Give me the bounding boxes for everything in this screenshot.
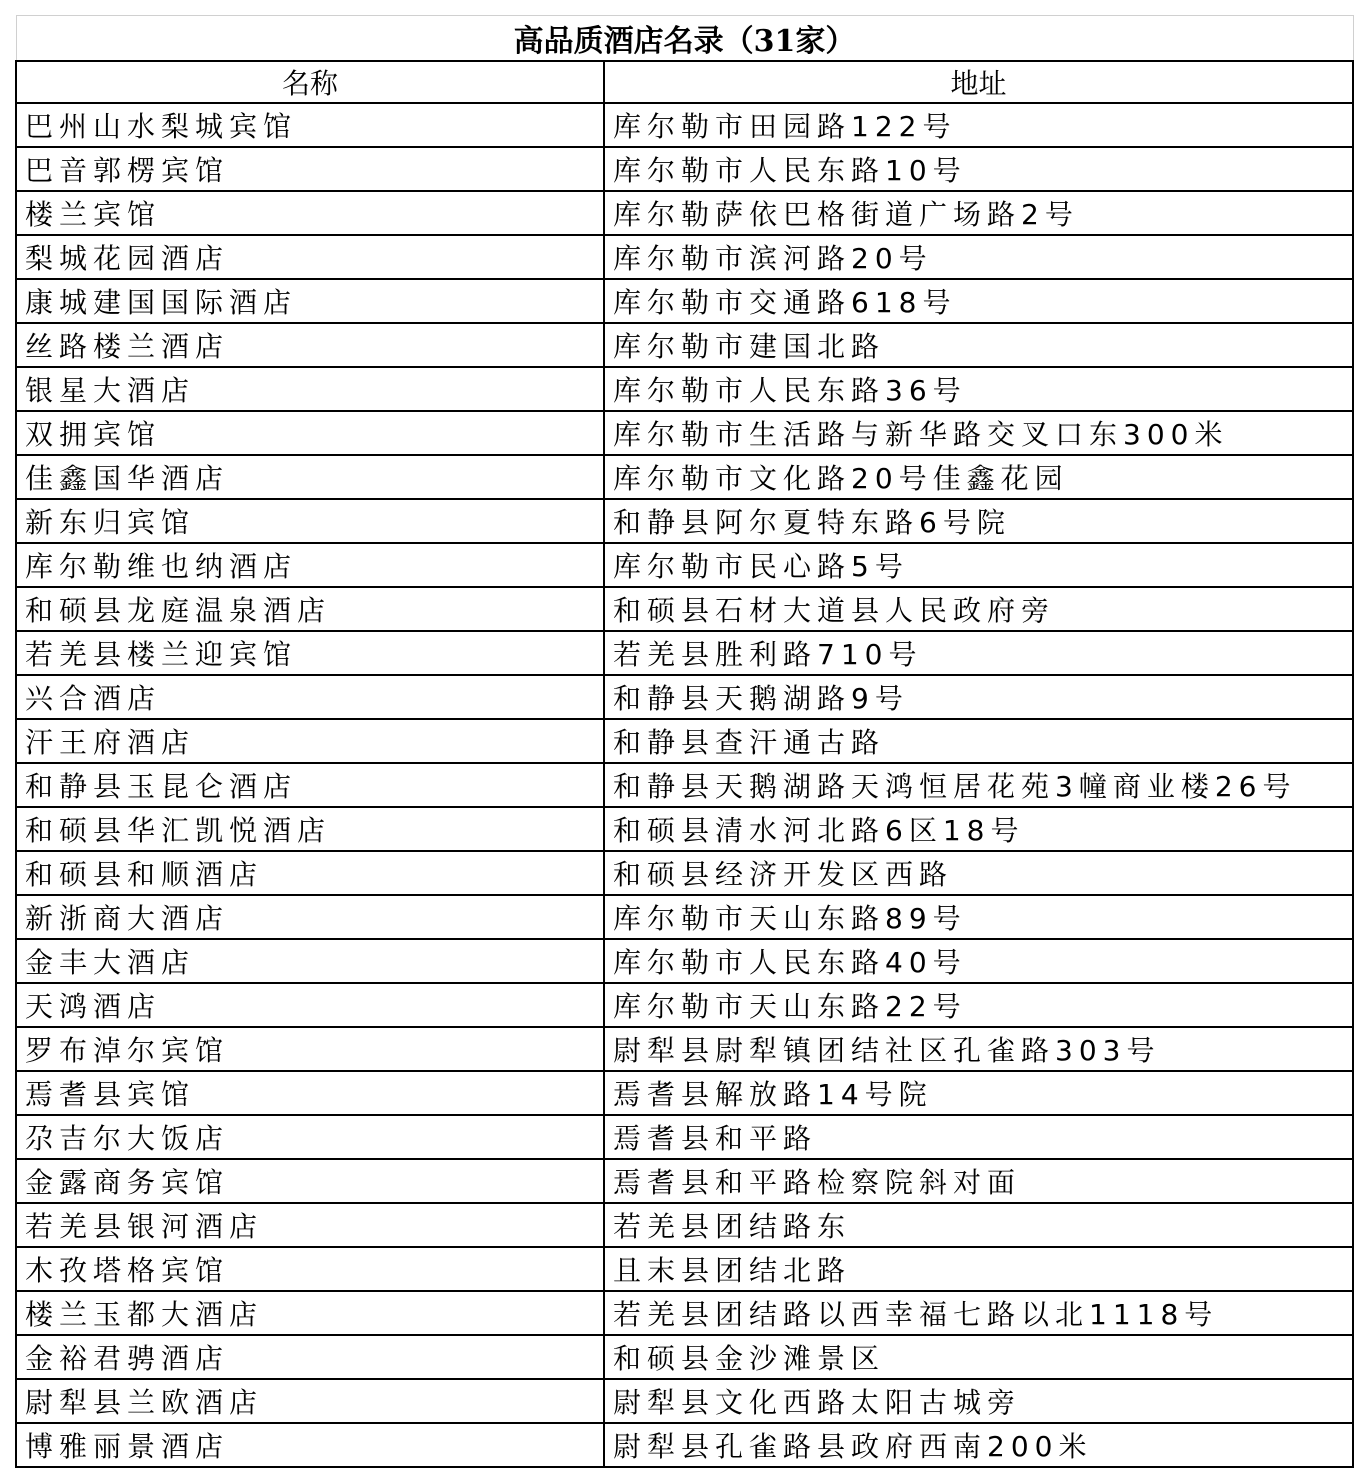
table-row [16, 895, 1353, 939]
hotel-address-cell[interactable]: 尉犁县文化西路太阳古城旁 [604, 1379, 1353, 1423]
table-row [16, 323, 1353, 367]
hotel-name-cell[interactable]: 兴合酒店 [16, 675, 604, 719]
table-row [16, 851, 1353, 895]
table-row [16, 103, 1353, 147]
hotel-name-cell[interactable]: 和硕县和顺酒店 [16, 851, 604, 895]
hotel-address-cell[interactable]: 库尔勒市田园路122号 [604, 103, 1353, 147]
hotel-address-cell[interactable]: 焉耆县和平路 [604, 1115, 1353, 1159]
hotel-name-cell[interactable]: 尕吉尔大饭店 [16, 1115, 604, 1159]
hotel-name-cell[interactable]: 博雅丽景酒店 [16, 1423, 604, 1467]
table-row [16, 543, 1353, 587]
hotel-address-cell[interactable]: 若羌县团结路以西幸福七路以北1118号 [604, 1291, 1353, 1335]
table-row [16, 1159, 1353, 1203]
table-row [16, 455, 1353, 499]
hotel-address-cell[interactable]: 和硕县金沙滩景区 [604, 1335, 1353, 1379]
hotel-name-cell[interactable]: 罗布淖尔宾馆 [16, 1027, 604, 1071]
hotel-address-cell[interactable]: 焉耆县和平路检察院斜对面 [604, 1159, 1353, 1203]
hotel-name-cell[interactable]: 金裕君骋酒店 [16, 1335, 604, 1379]
hotel-address-cell[interactable]: 和静县天鹅湖路天鸿恒居花苑3幢商业楼26号 [604, 763, 1353, 807]
hotel-table [15, 15, 1354, 1468]
table-row [16, 939, 1353, 983]
table-body [16, 103, 1353, 1467]
table-row [16, 1027, 1353, 1071]
hotel-address-cell[interactable]: 和静县天鹅湖路9号 [604, 675, 1353, 719]
table-title[interactable]: 高品质酒店名录（31家） [16, 16, 1353, 62]
hotel-name-cell[interactable]: 焉耆县宾馆 [16, 1071, 604, 1115]
table-row [16, 279, 1353, 323]
table-row [16, 587, 1353, 631]
hotel-name-cell[interactable]: 和硕县龙庭温泉酒店 [16, 587, 604, 631]
hotel-address-cell[interactable]: 和静县查汗通古路 [604, 719, 1353, 763]
hotel-name-cell[interactable]: 天鸿酒店 [16, 983, 604, 1027]
hotel-address-cell[interactable]: 且末县团结北路 [604, 1247, 1353, 1291]
table-row [16, 675, 1353, 719]
hotel-address-cell[interactable]: 库尔勒市建国北路 [604, 323, 1353, 367]
table-row [16, 719, 1353, 763]
hotel-address-cell[interactable]: 库尔勒市人民东路10号 [604, 147, 1353, 191]
column-header-name[interactable]: 名称 [16, 61, 604, 103]
hotel-address-cell[interactable]: 焉耆县解放路14号院 [604, 1071, 1353, 1115]
hotel-address-cell[interactable]: 库尔勒市人民东路36号 [604, 367, 1353, 411]
hotel-name-cell[interactable]: 库尔勒维也纳酒店 [16, 543, 604, 587]
hotel-name-cell[interactable]: 汗王府酒店 [16, 719, 604, 763]
table-row [16, 1423, 1353, 1467]
hotel-name-cell[interactable]: 木孜塔格宾馆 [16, 1247, 604, 1291]
table-row [16, 147, 1353, 191]
table-row [16, 411, 1353, 455]
table-row [16, 983, 1353, 1027]
hotel-address-cell[interactable]: 和静县阿尔夏特东路6号院 [604, 499, 1353, 543]
spreadsheet-sheet [15, 15, 1352, 1468]
hotel-address-cell[interactable]: 库尔勒市生活路与新华路交叉口东300米 [604, 411, 1353, 455]
title-row [16, 16, 1353, 62]
hotel-name-cell[interactable]: 若羌县楼兰迎宾馆 [16, 631, 604, 675]
hotel-name-cell[interactable]: 丝路楼兰酒店 [16, 323, 604, 367]
header-row [16, 61, 1353, 103]
hotel-name-cell[interactable]: 金露商务宾馆 [16, 1159, 604, 1203]
hotel-address-cell[interactable]: 和硕县石材大道县人民政府旁 [604, 587, 1353, 631]
hotel-address-cell[interactable]: 尉犁县孔雀路县政府西南200米 [604, 1423, 1353, 1467]
hotel-address-cell[interactable]: 库尔勒市文化路20号佳鑫花园 [604, 455, 1353, 499]
table-row [16, 1071, 1353, 1115]
hotel-address-cell[interactable]: 若羌县团结路东 [604, 1203, 1353, 1247]
hotel-address-cell[interactable]: 库尔勒市交通路618号 [604, 279, 1353, 323]
hotel-address-cell[interactable]: 库尔勒市滨河路20号 [604, 235, 1353, 279]
table-row [16, 1203, 1353, 1247]
hotel-address-cell[interactable]: 库尔勒市天山东路22号 [604, 983, 1353, 1027]
hotel-name-cell[interactable]: 新东归宾馆 [16, 499, 604, 543]
table-row [16, 191, 1353, 235]
hotel-name-cell[interactable]: 金丰大酒店 [16, 939, 604, 983]
table-row [16, 1115, 1353, 1159]
table-row [16, 763, 1353, 807]
hotel-address-cell[interactable]: 库尔勒市人民东路40号 [604, 939, 1353, 983]
hotel-name-cell[interactable]: 梨城花园酒店 [16, 235, 604, 279]
hotel-name-cell[interactable]: 楼兰玉都大酒店 [16, 1291, 604, 1335]
table-row [16, 1291, 1353, 1335]
hotel-name-cell[interactable]: 尉犁县兰欧酒店 [16, 1379, 604, 1423]
hotel-address-cell[interactable]: 和硕县经济开发区西路 [604, 851, 1353, 895]
hotel-name-cell[interactable]: 楼兰宾馆 [16, 191, 604, 235]
hotel-name-cell[interactable]: 巴州山水梨城宾馆 [16, 103, 604, 147]
hotel-name-cell[interactable]: 银星大酒店 [16, 367, 604, 411]
hotel-name-cell[interactable]: 巴音郭楞宾馆 [16, 147, 604, 191]
table-row [16, 367, 1353, 411]
hotel-name-cell[interactable]: 康城建国国际酒店 [16, 279, 604, 323]
hotel-name-cell[interactable]: 和静县玉昆仑酒店 [16, 763, 604, 807]
hotel-name-cell[interactable]: 佳鑫国华酒店 [16, 455, 604, 499]
hotel-name-cell[interactable]: 若羌县银河酒店 [16, 1203, 604, 1247]
table-row [16, 807, 1353, 851]
hotel-address-cell[interactable]: 尉犁县尉犁镇团结社区孔雀路303号 [604, 1027, 1353, 1071]
hotel-address-cell[interactable]: 库尔勒萨依巴格街道广场路2号 [604, 191, 1353, 235]
hotel-name-cell[interactable]: 新浙商大酒店 [16, 895, 604, 939]
column-header-address[interactable]: 地址 [604, 61, 1353, 103]
hotel-address-cell[interactable]: 若羌县胜利路710号 [604, 631, 1353, 675]
table-row [16, 499, 1353, 543]
table-row [16, 1335, 1353, 1379]
hotel-name-cell[interactable]: 双拥宾馆 [16, 411, 604, 455]
hotel-address-cell[interactable]: 库尔勒市天山东路89号 [604, 895, 1353, 939]
table-row [16, 235, 1353, 279]
table-row [16, 631, 1353, 675]
table-row [16, 1247, 1353, 1291]
hotel-name-cell[interactable]: 和硕县华汇凯悦酒店 [16, 807, 604, 851]
table-row [16, 1379, 1353, 1423]
hotel-address-cell[interactable]: 库尔勒市民心路5号 [604, 543, 1353, 587]
hotel-address-cell[interactable]: 和硕县清水河北路6区18号 [604, 807, 1353, 851]
